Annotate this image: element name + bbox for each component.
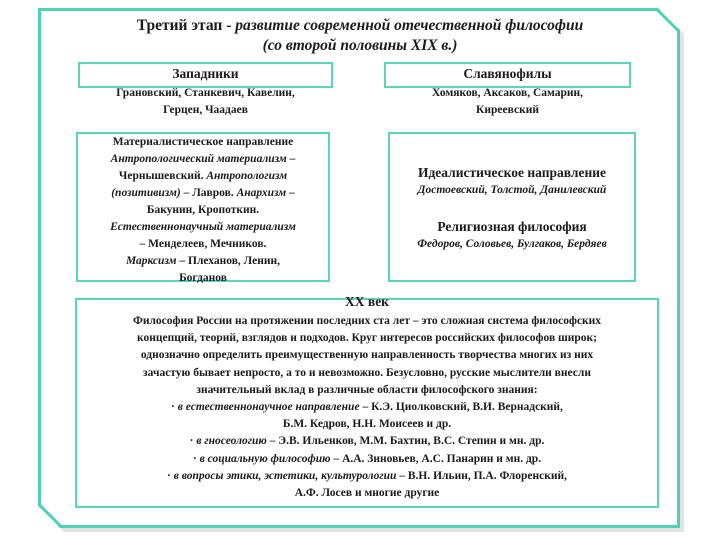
slavophiles-names: Хомяков, Аксаков, Самарин, Киреевский bbox=[431, 87, 584, 116]
xx-century-text: Философия России на протяжении последних ста лет – это сложная система философских концепций, теорий, взглядов и подходов. Круг интересов российских философов широк; однозначно определить преимущественную направленность творчества многих из них зачастую бывает непросто, а то и невозможно. Безусловно, русские мыслители внесли значительный вклад в различные области философского знания: · в естественнонаучное направление – К.Э. Циолковский, В.И. Вернадский, Б.М. Кедров, Н.Н. Моисеев и др. · в гносеологию – Э.В. Ильенков, М.М. Бахтин, В.С. Степин и мн. др. · в социальную философию – А.А. Зиновьев, А.С. Панарин и мн. др. · в вопросы этики, эстетики, культурологии – В.Н. Ильин, П.А. Флоренский, А.Ф. Лосев и многие другие bbox=[132, 315, 602, 500]
idealist-header: Идеалистическое направление bbox=[417, 165, 607, 180]
xx-century-header: XX век bbox=[345, 294, 389, 309]
religious-header: Религиозная философия bbox=[437, 219, 587, 234]
westerners-names: Грановский, Станкевич, Кавелин, Герцен, Чаадаев bbox=[116, 87, 295, 116]
materialist-text: Материалистическое направление Антропологический материализм – Чернышевский. Антропологизм (позитивизм) – Лавров. Анархизм – Бакунин, Кропоткин. Естественнонаучный материализм – Менделеев, Мечников. Марксизм – Плеханов, Ленин, Богданов bbox=[110, 136, 296, 284]
religious-names: Федоров, Соловьев, Булгаков, Бердяев bbox=[417, 238, 607, 250]
idealist-box bbox=[388, 132, 636, 282]
idealist-names: Достоевский, Толстой, Данилевский bbox=[417, 184, 607, 196]
slide-title: Третий этап - развитие современной отечественной философии (со второй половины XIX в.) bbox=[136, 17, 584, 54]
slavophiles-header: Славянофилы bbox=[463, 66, 552, 81]
westerners-header: Западники bbox=[172, 66, 239, 81]
